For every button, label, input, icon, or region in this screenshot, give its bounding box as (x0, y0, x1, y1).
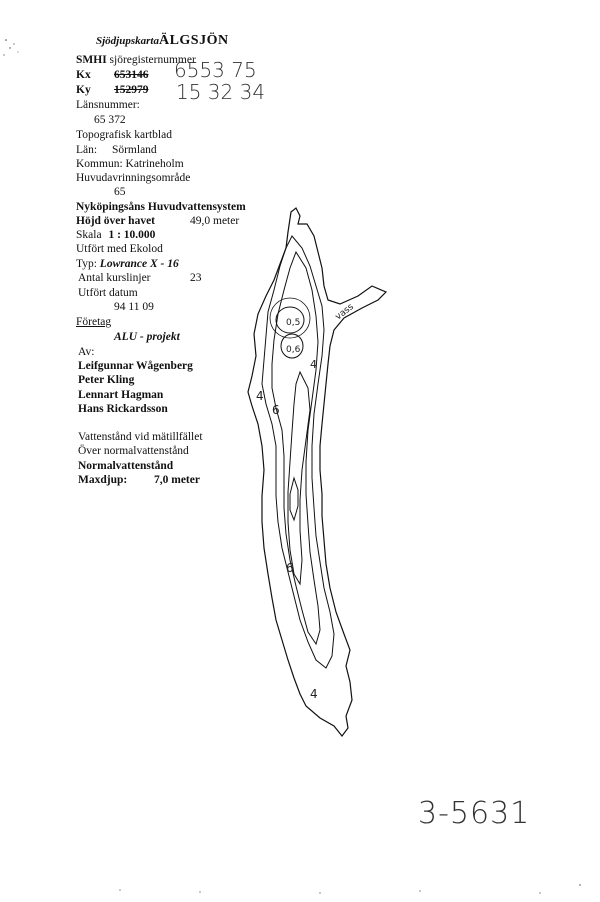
depth-label: 4 (256, 389, 264, 403)
person-3: Lennart Hagman (78, 389, 164, 401)
utfort-label: Utfört med Ekolod (76, 243, 163, 255)
datum-label: Utfört datum (78, 287, 138, 299)
ky-printed: 152979 (114, 84, 149, 96)
skala-label: Skala (76, 229, 102, 241)
smhi-label: SMHI (76, 54, 107, 66)
person-2: Peter Kling (78, 374, 135, 386)
kommun-value: Katrineholm (125, 158, 184, 170)
kommun-label: Kommun: (76, 158, 123, 170)
datum-value: 94 11 09 (114, 301, 154, 313)
handwritten-code: 3-5631 (418, 796, 531, 831)
av-label: Av: (78, 346, 95, 358)
depth-label: 4 (310, 358, 317, 371)
maxdjup-label: Maxdjup: (78, 474, 128, 486)
lake-name: ÄLGSJÖN (158, 33, 229, 48)
depth-label: 4 (310, 687, 318, 701)
depth-label: 6 (286, 561, 294, 575)
kurslinjer-label: Antal kurslinjer (78, 272, 151, 284)
hojd-value: 49,0 meter (190, 215, 240, 227)
smhi-rest: sjöregisternummer (109, 54, 196, 66)
over-label: Över normalvattenstånd (78, 445, 189, 457)
depth-label: 0,6 (286, 345, 301, 355)
lan-label: Län: (76, 144, 98, 156)
typ-value: Lowrance X - 16 (99, 258, 179, 270)
scan-speckles (3, 39, 580, 893)
depth-contour-2 (272, 252, 320, 644)
depth-label: 6 (272, 403, 280, 417)
typ-label: Typ: (76, 258, 97, 270)
kx-handwritten: 6553 75 (174, 58, 257, 82)
vattenstand-label: Vattenstånd vid mätillfället (78, 431, 203, 443)
person-4: Hans Rickardsson (78, 403, 168, 415)
topo-label: Topografisk kartblad (76, 129, 172, 141)
kx-label: Kx (76, 69, 91, 81)
lan-value: Sörmland (111, 144, 157, 156)
kx-printed: 653146 (114, 69, 149, 81)
title-kicker: Sjödjupskarta (96, 35, 159, 47)
skala-value: 1 : 10.000 (108, 229, 156, 241)
depth-contour-7m (290, 478, 298, 520)
huvud-value: 65 (114, 186, 126, 198)
ky-label: Ky (76, 84, 91, 96)
maxdjup-value: 7,0 meter (154, 474, 200, 486)
foretag-label: Företag (76, 316, 112, 328)
system-value: Nyköpingsåns Huvudvattensystem (76, 201, 246, 213)
normal-label: Normalvattenstånd (78, 460, 174, 472)
reed-label: vass (333, 302, 356, 323)
kurslinjer-value: 23 (190, 272, 202, 284)
lansnummer-value: 65 372 (94, 114, 126, 126)
depth-contour-6m (288, 372, 310, 584)
huvud-label: Huvudavrinningsområde (76, 172, 191, 184)
shoreline-outer (248, 208, 386, 736)
hojd-label: Höjd över havet (76, 215, 156, 227)
foretag-value: ALU - projekt (114, 331, 180, 343)
lansnummer-label: Länsnummer: (76, 99, 140, 111)
ky-handwritten: 15 32 34 (176, 80, 266, 104)
depth-label: 0,5 (286, 318, 301, 328)
person-1: Leifgunnar Wågenberg (78, 360, 193, 372)
